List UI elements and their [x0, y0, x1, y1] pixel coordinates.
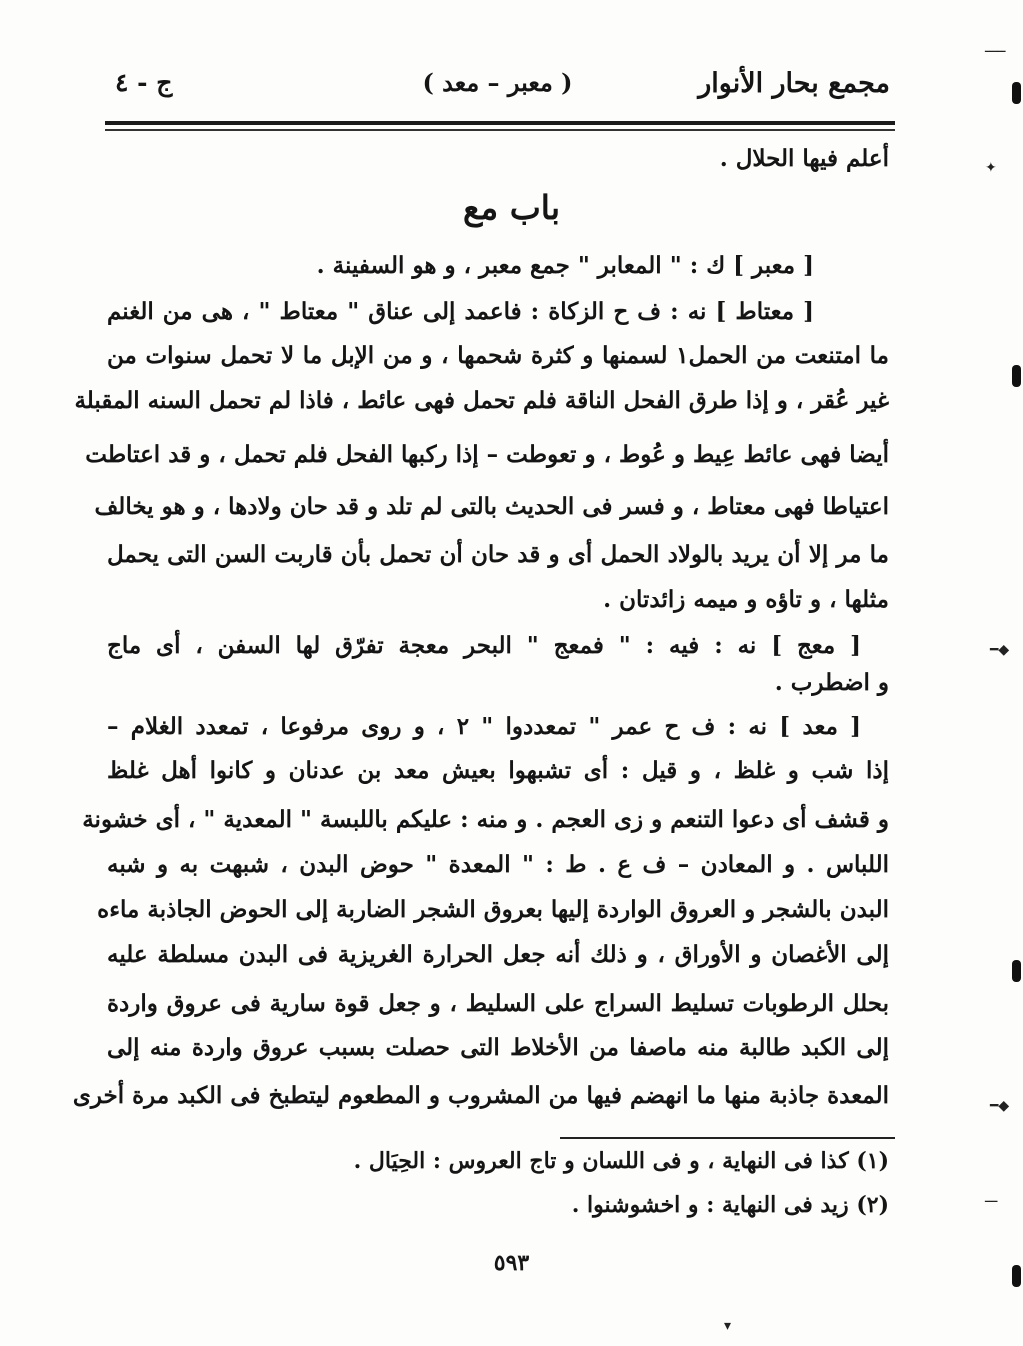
body-line: غير عُقر ، و إذا طرق الفحل الناقة فلم تحمل فهى عائط ، فاذا لم تحمل السنه المقبلة — [74, 387, 889, 414]
body-line: اعتياطا فهى معتاط ، و فسر فى الحديث بالتى لم تلد و قد حان ولادها ، و هو يخالف — [94, 493, 889, 520]
body-text — [72, 0, 889, 1346]
margin-mark: ━◆ — [990, 1098, 1010, 1114]
body-line: مثلها ، و تاؤه و ميمه زائدتان . — [603, 586, 889, 613]
scan-mark — [1012, 82, 1021, 104]
footnote: (٢) زيد فى النهاية : و اخشوشنوا . — [571, 1192, 889, 1218]
body-line: [ معتاط ] نه : ف ح الزكاة : فاعمد إلى عناق " معتاط " ، هى من الغنم — [107, 298, 814, 325]
volume-number: ج - ٤ — [115, 68, 173, 97]
body-line: [ معد ] نه : ف ح عمر " تمعددوا " ٢ ، و روى مرفوعا ، تمعدد الغلام – — [107, 713, 861, 740]
body-line: و قشف أى دعوا التنعم و زى العجم . و منه : عليكم باللبسة " المعدية " ، أى خشونة — [82, 806, 889, 833]
book-title: مجمع بحار الأنوار — [698, 68, 890, 99]
scan-mark — [1012, 1265, 1021, 1287]
body-line: إلى الأغصان و الأوراق ، و ذلك أنه جعل الحرارة الغريزية فى البدن مسلطة عليه — [107, 941, 889, 968]
body-line: أيضا فهى عائط عِيط و عُوط ، و تعوطت – إذا ركبها الفحل فلم تحمل ، و قد اعتاطت — [85, 441, 889, 468]
body-line: المعدة جاذبة منها ما انهضم فيها من المشروب و المطعوم ليتطبخ فى الكبد مرة أخرى — [72, 1082, 889, 1109]
footnote: (١) كذا فى النهاية ، و فى اللسان و تاج العروس : الحِيَال . — [353, 1148, 889, 1174]
entry-range: ( معبر – معد ) — [422, 68, 573, 97]
margin-mark: ▾ — [724, 1318, 732, 1334]
body-line: ما امتنعت من الحمل١ لسمنها و كثرة شحمها ، و من الإبل ما لا تحمل سنوات من — [107, 342, 889, 369]
body-line: و اضطرب . — [774, 669, 889, 696]
body-line: ما مر إلا أن يريد بالولاد الحمل أى و قد حان أن تحمل بأن قاربت السن التى يحمل — [107, 541, 889, 568]
margin-mark: ـــ — [985, 1190, 998, 1206]
margin-mark: ـــــ — [985, 40, 1006, 56]
body-line: إلى الكبد طالبة منه ماصفا من الأخلاط التى حصلت بسبب عروق واردة منه إلى — [107, 1034, 889, 1061]
page-number: ٥٩٣ — [493, 1250, 530, 1276]
body-line: أعلم فيها الحلال . — [719, 145, 889, 172]
scan-mark — [1012, 960, 1021, 982]
body-line: إذا شب و غلظ ، و قيل : أى تشبهوا بعيش معد بن عدنان و كانوا أهل غلظ — [107, 757, 889, 784]
body-line: بحلل الرطوبات تسليط السراج على السليط ، و جعل قوة سارية فى عروق واردة — [107, 990, 889, 1017]
body-line: [ معبر ] ك : " المعابر " جمع معبر ، و هو السفينة . — [316, 252, 814, 279]
footnote-rule — [560, 1137, 895, 1139]
scan-mark — [1012, 365, 1021, 387]
body-line: [ معج ] نه : فيه : " فمعج " البحر معجة تفرّق لها السفن ، أى ماج — [107, 632, 861, 659]
body-line: البدن بالشجر و العروق الواردة إليها بعروق الشجر الضاربة إلى الحوض الجاذبة ماءه — [97, 896, 889, 923]
margin-mark: ✦ — [985, 160, 997, 176]
margin-mark: ━◆ — [990, 642, 1010, 658]
body-line: اللباس . و المعادن – ف ع . ط : " المعدة " حوض البدن ، شبهت به و شبه — [107, 851, 889, 878]
chapter-title: باب مع — [462, 188, 561, 227]
